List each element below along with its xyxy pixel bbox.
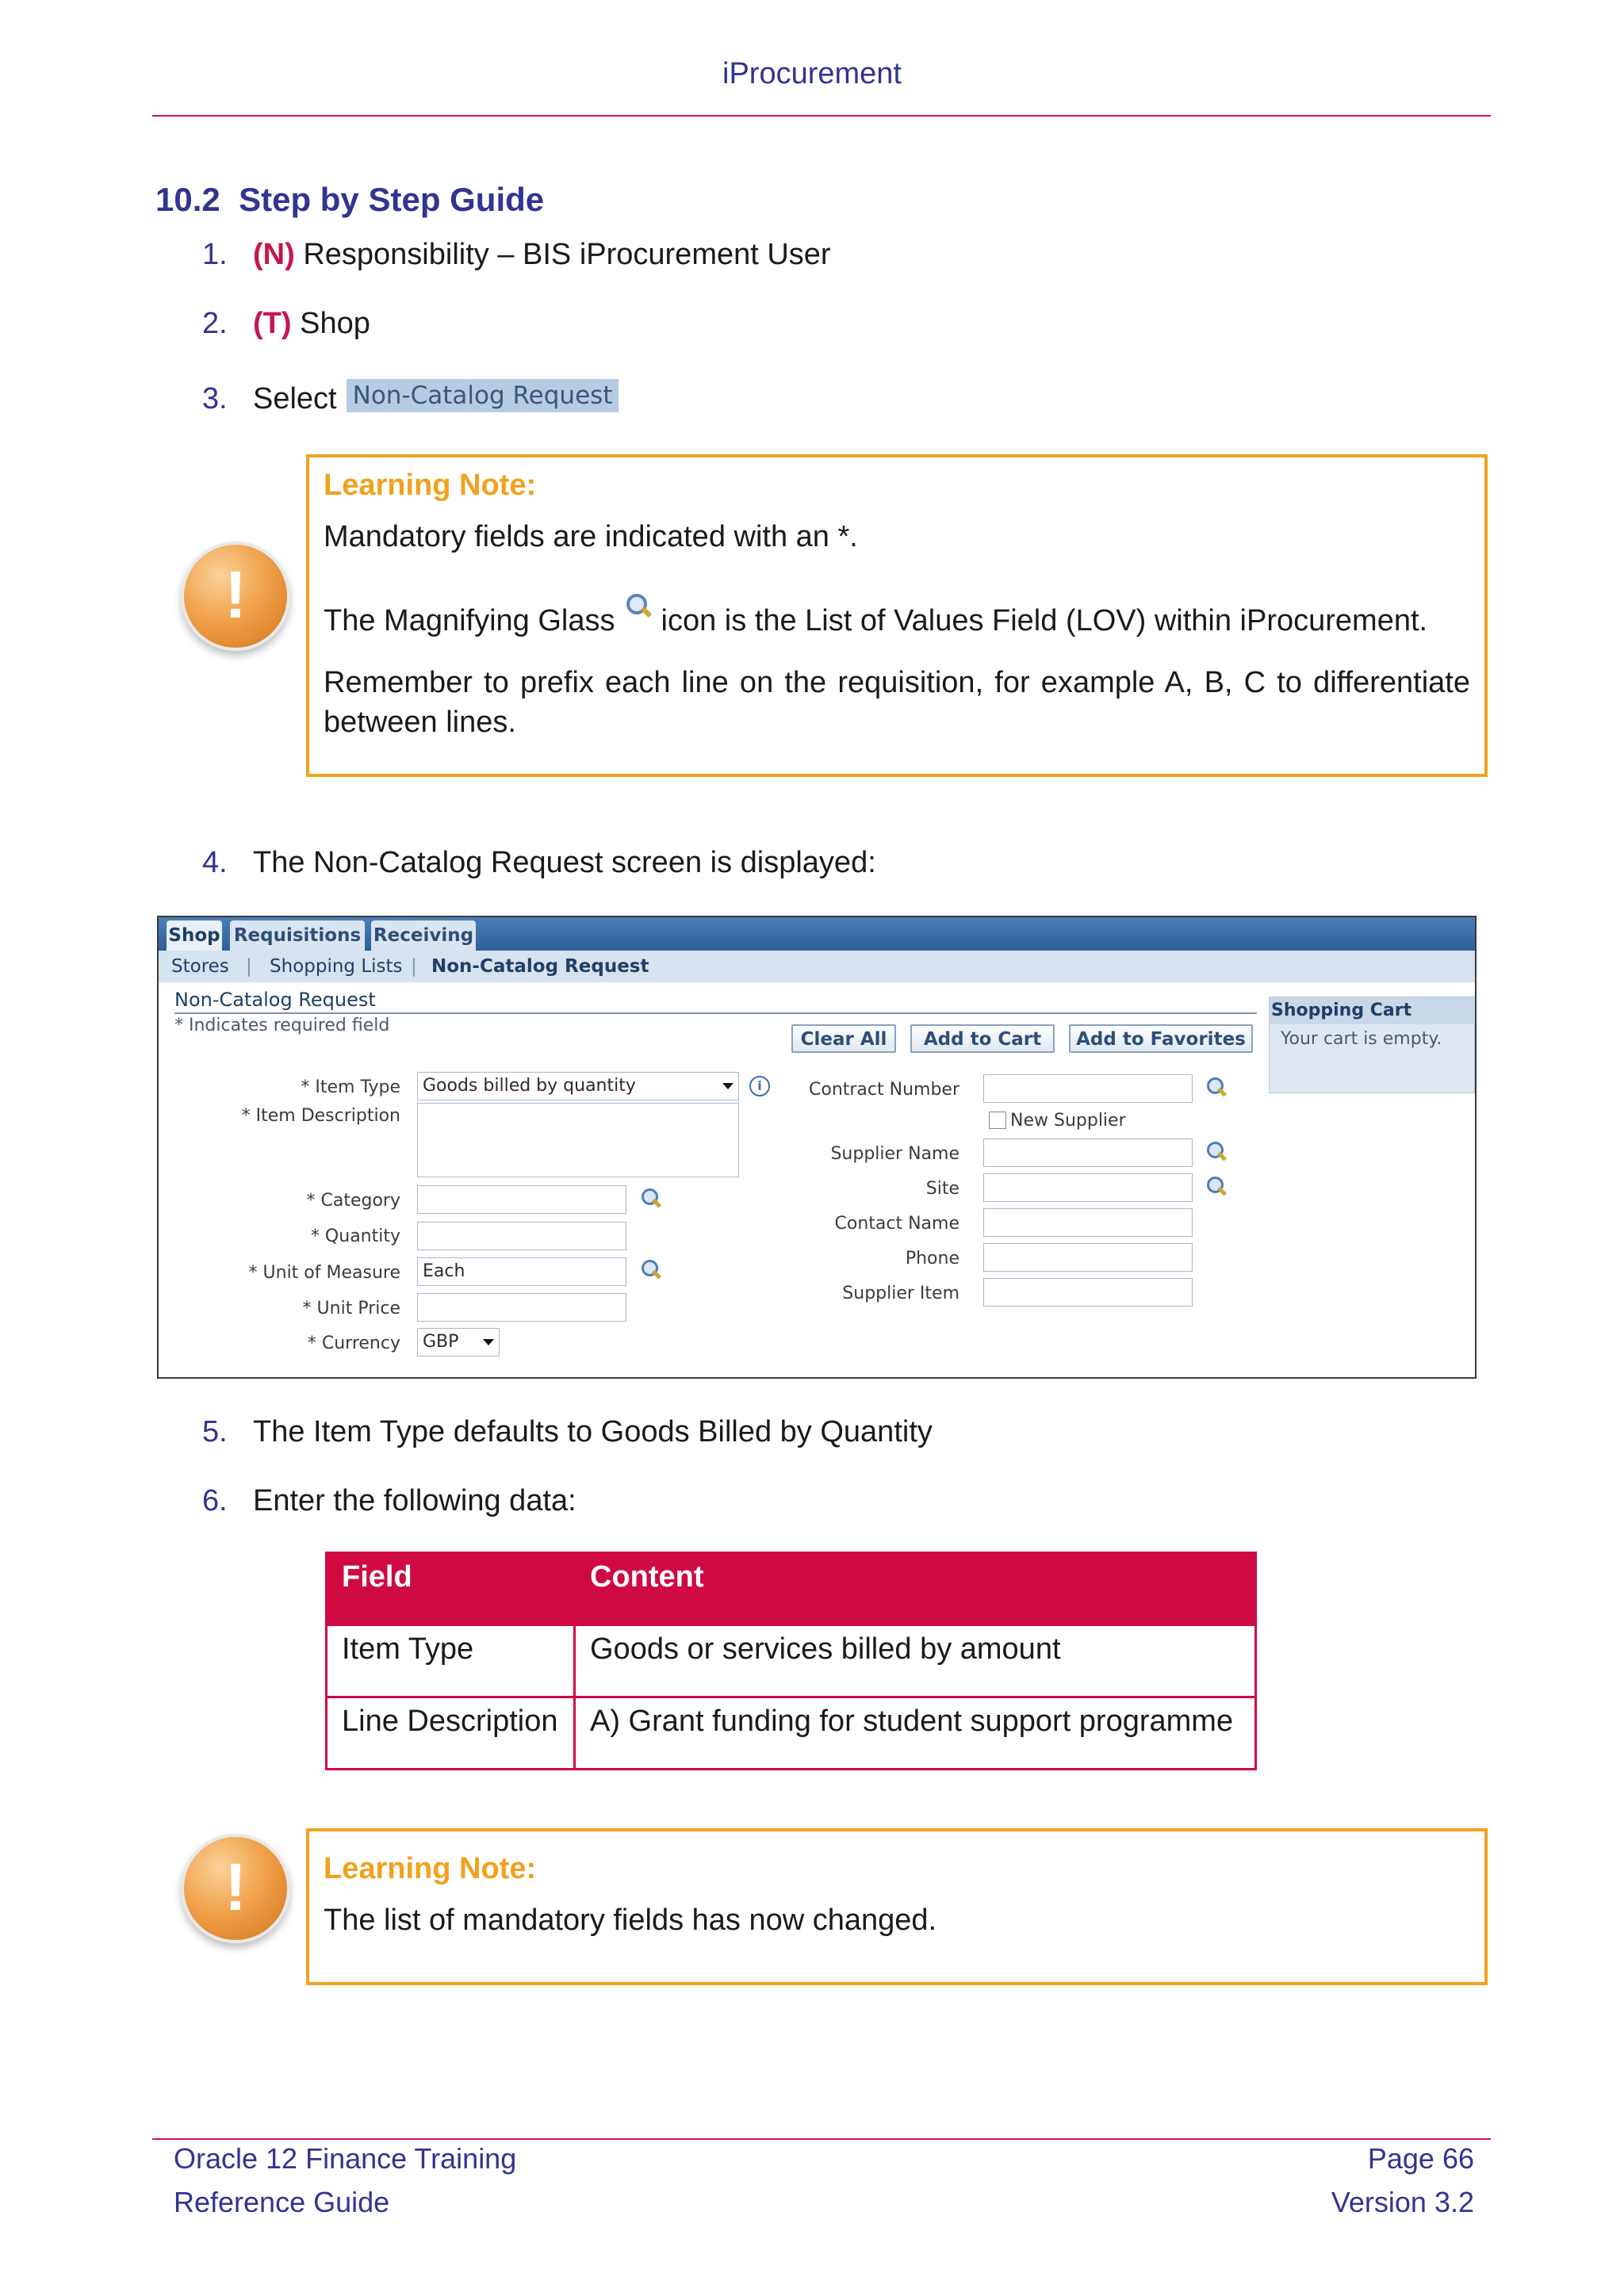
page-header: iProcurement: [722, 57, 902, 90]
step-2: [202, 307, 370, 341]
step-text: Select: [253, 382, 337, 415]
section-number: 10.2: [155, 181, 220, 218]
category-label: * Category: [306, 1191, 400, 1211]
step-6: [202, 1484, 576, 1518]
tab-receiving[interactable]: Receiving: [371, 920, 476, 951]
contract-lov-icon[interactable]: [1205, 1076, 1229, 1100]
step-text: The Item Type defaults to Goods Billed by Quantity: [253, 1415, 933, 1448]
footer-version: Version 3.2: [1331, 2186, 1474, 2218]
supplier-lov-icon[interactable]: [1205, 1140, 1229, 1164]
note-line: Remember to prefix each line on the requisition, for example A, B, C to differentiate between lines.: [324, 666, 1470, 739]
supplier-item-label: Supplier Item: [842, 1284, 959, 1303]
step-3: [202, 379, 619, 416]
supplier-name-label: Supplier Name: [830, 1144, 959, 1164]
site-lov-icon[interactable]: [1205, 1175, 1229, 1199]
footer-page: Page 66: [1367, 2142, 1474, 2175]
cart-status: Your cart is empty.: [1281, 1029, 1442, 1049]
section-title: [155, 181, 544, 219]
supplier-item-input[interactable]: [983, 1278, 1193, 1307]
note-line-lov: The Magnifying Glass icon is the List of Values Field (LOV) within iProcurement.: [324, 592, 1470, 641]
sub-navigation: Stores | Shopping Lists | Non-Catalog Request: [159, 951, 1475, 982]
shopping-cart-panel: [1269, 997, 1475, 1093]
category-input[interactable]: [417, 1185, 626, 1214]
footer-guide: Reference Guide: [174, 2186, 390, 2218]
step-text: Shop: [300, 307, 370, 340]
note-line: The list of mandatory fields has now changed.: [324, 1904, 937, 1937]
non-catalog-request-button[interactable]: Non-Catalog Request: [347, 379, 619, 412]
header-field: Field: [327, 1553, 575, 1625]
add-to-cart-button[interactable]: Add to Cart: [910, 1024, 1055, 1053]
contract-number-label: Contract Number: [809, 1080, 960, 1100]
dropdown-arrow-icon: [483, 1339, 494, 1345]
step-1: [202, 238, 831, 272]
learning-note-1: [306, 454, 1488, 777]
contract-number-input[interactable]: [983, 1074, 1193, 1103]
unit-price-input[interactable]: [417, 1293, 626, 1322]
site-label: Site: [925, 1179, 959, 1199]
step-number: 6.: [202, 1484, 228, 1517]
quantity-input[interactable]: [417, 1222, 626, 1250]
step-number: 4.: [202, 846, 228, 879]
step-number: 3.: [202, 382, 228, 415]
cell-field: Line Description: [327, 1697, 575, 1770]
table-header-row: [327, 1553, 1256, 1625]
tab-requisitions[interactable]: Requisitions: [230, 920, 365, 951]
cell-field: Item Type: [327, 1625, 575, 1697]
nav-tag: (N): [253, 238, 295, 271]
item-type-select[interactable]: Goods billed by quantity: [417, 1072, 739, 1100]
item-description-label: * Item Description: [241, 1106, 400, 1126]
non-catalog-request-screenshot: [157, 916, 1477, 1379]
add-to-favorites-button[interactable]: Add to Favorites: [1069, 1024, 1253, 1053]
contact-name-input[interactable]: [983, 1208, 1193, 1237]
quantity-label: * Quantity: [310, 1226, 400, 1246]
unit-price-label: * Unit Price: [302, 1299, 400, 1318]
phone-input[interactable]: [983, 1243, 1193, 1272]
category-lov-icon[interactable]: [640, 1187, 664, 1211]
phone-label: Phone: [905, 1249, 959, 1269]
header-rule: [152, 115, 1491, 117]
clear-all-button[interactable]: Clear All: [791, 1024, 896, 1053]
step-number: 2.: [202, 307, 228, 340]
note-line: Mandatory fields are indicated with an *.: [324, 520, 858, 553]
currency-select[interactable]: GBP: [417, 1328, 500, 1357]
item-type-label: * Item Type: [301, 1077, 400, 1097]
step-text: Enter the following data:: [253, 1484, 576, 1517]
cell-content: A) Grant funding for student support programme: [575, 1697, 1256, 1770]
subnav-shopping-lists[interactable]: Shopping Lists: [270, 956, 403, 977]
required-note: * Indicates required field: [174, 1016, 390, 1035]
note-title: Learning Note:: [324, 469, 537, 502]
shopping-cart-title: Shopping Cart: [1270, 997, 1476, 1024]
table-row: [327, 1697, 1256, 1770]
footer-rule: [152, 2138, 1491, 2140]
new-supplier-label: New Supplier: [1010, 1111, 1126, 1131]
tab-tag: (T): [253, 307, 292, 340]
header-content: Content: [575, 1553, 1256, 1625]
page-title: Non-Catalog Request: [174, 989, 376, 1011]
tab-shop[interactable]: Shop: [167, 920, 222, 951]
warning-icon: !: [181, 1834, 290, 1943]
tab-bar: [159, 917, 1475, 951]
footer-course: Oracle 12 Finance Training: [174, 2142, 517, 2175]
uom-lov-icon[interactable]: [640, 1258, 664, 1282]
new-supplier-checkbox[interactable]: [989, 1112, 1006, 1129]
step-5: [202, 1415, 933, 1449]
title-rule: [174, 1012, 1257, 1014]
step-number: 5.: [202, 1415, 228, 1448]
item-description-textarea[interactable]: [417, 1103, 739, 1177]
step-4: [202, 846, 876, 880]
table-row: [327, 1625, 1256, 1697]
subnav-non-catalog-request[interactable]: Non-Catalog Request: [431, 956, 649, 977]
dropdown-arrow-icon: [722, 1083, 733, 1089]
cell-content: Goods or services billed by amount: [575, 1625, 1256, 1697]
contact-name-label: Contact Name: [834, 1214, 959, 1234]
step-text: The Non-Catalog Request screen is displayed:: [253, 846, 876, 879]
info-icon[interactable]: i: [749, 1076, 770, 1096]
unit-of-measure-input[interactable]: Each: [417, 1257, 626, 1286]
magnifying-glass-icon: [625, 592, 652, 619]
step-text: Responsibility – BIS iProcurement User: [303, 238, 831, 271]
step-number: 1.: [202, 238, 228, 271]
learning-note-2: [306, 1828, 1488, 1985]
note-title: Learning Note:: [324, 1852, 537, 1885]
site-input[interactable]: [983, 1173, 1193, 1202]
section-title-text: Step by Step Guide: [239, 181, 545, 218]
supplier-name-input[interactable]: [983, 1138, 1193, 1167]
unit-of-measure-label: * Unit of Measure: [248, 1263, 400, 1283]
data-entry-table: [325, 1552, 1257, 1770]
currency-label: * Currency: [307, 1334, 400, 1353]
subnav-stores[interactable]: Stores: [171, 956, 229, 977]
warning-icon: !: [181, 541, 290, 651]
